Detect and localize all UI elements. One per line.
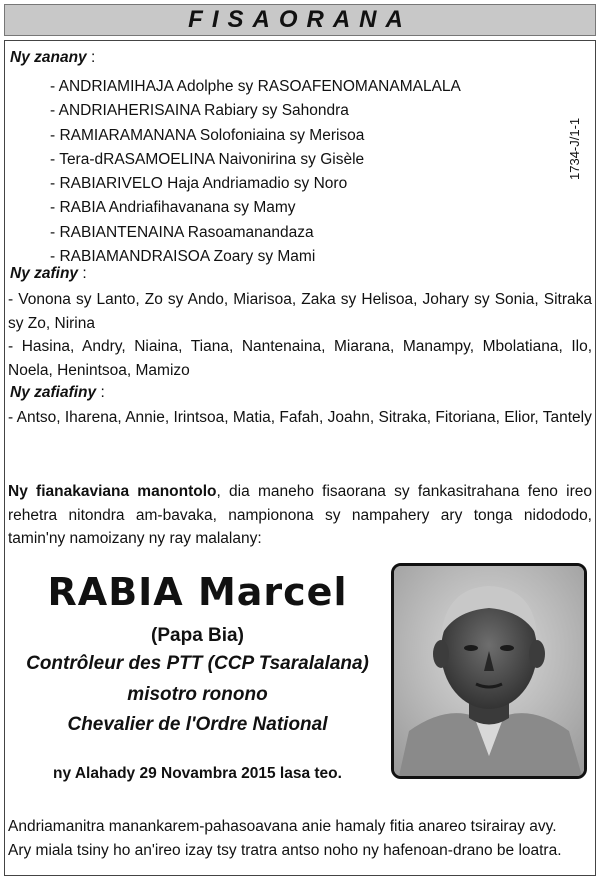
family-text: , dia maneho fisaorana sy fankasitrahana feno ireo rehetra nitondra am-bavaka, nampionona sy nampahery ary tonga nidododo, tamin'ny namoizany ny ray malalany: <box>8 483 592 547</box>
list-item: - RABIAMANDRAISOA Zoary sy Mami <box>50 248 316 266</box>
header-banner <box>4 4 596 36</box>
zafiny-heading: Ny zafiny : <box>10 265 87 282</box>
zafiny-line-2: - Hasina, Andry, Niaina, Tiana, Nantenaina, Miarana, Manampy, Mbolatiana, Ilo, Noela, Henintsoa, Mamizo <box>8 338 592 379</box>
family-paragraph <box>8 480 592 551</box>
portrait-illustration <box>394 566 584 776</box>
page-title: FISAORANA <box>188 6 412 33</box>
list-item: - RABIANTENAINA Rasoamanandaza <box>50 223 314 241</box>
list-item: - RAMIARAMANANA Solofoniaina sy Merisoa <box>50 126 365 144</box>
zafiafiny-heading: Ny zafiafiny : <box>10 384 105 401</box>
list-item: - ANDRIAHERISAINA Rabiary sy Sahondra <box>50 102 349 120</box>
zanany-list <box>50 75 461 269</box>
zafiny-line-1: - Vonona sy Lanto, Zo sy Ando, Miarisoa, Zaka sy Helisoa, Johary sy Sonia, Sitraka sy Zo, Nirina <box>8 291 592 332</box>
zafiafiny-line-1: - Antso, Iharena, Annie, Irintsoa, Matia, Fafah, Joahn, Sitraka, Fitoriana, Elior, Tantely <box>8 409 592 426</box>
reference-code: 1734-J/1-1 <box>567 117 582 180</box>
deceased-name: RABIA Marcel <box>47 570 348 614</box>
list-item: - RABIA Andriafihavanana sy Mamy <box>50 199 296 217</box>
family-label: Ny fianakaviana manontolo <box>8 483 217 500</box>
closing-line-1: Andriamanitra manankarem-pahasoavana anie hamaly fitia anareo tsirairay avy. <box>8 818 557 835</box>
list-item: - RABIARIVELO Haja Andriamadio sy Noro <box>50 175 348 193</box>
deceased-title-1: Contrôleur des PTT (CCP Tsaralalana) <box>26 653 369 674</box>
list-item: - Tera-dRASAMOELINA Naivonirina sy Gisèle <box>50 150 365 168</box>
deceased-title-2: misotro ronono <box>127 684 268 705</box>
portrait-photo <box>391 563 587 779</box>
list-item: - ANDRIAMIHAJA Adolphe sy RASOAFENOMANAMALALA <box>50 78 461 95</box>
death-date: ny Alahady 29 Novambra 2015 lasa teo. <box>53 765 342 782</box>
zanany-heading: Ny zanany : <box>10 49 96 66</box>
deceased-title-3: Chevalier de l'Ordre National <box>67 714 328 735</box>
deceased-nickname: (Papa Bia) <box>151 625 244 646</box>
closing-line-2: Ary miala tsiny ho an'ireo izay tsy tratra antso noho ny hafenoan-drano be loatra. <box>8 842 562 859</box>
